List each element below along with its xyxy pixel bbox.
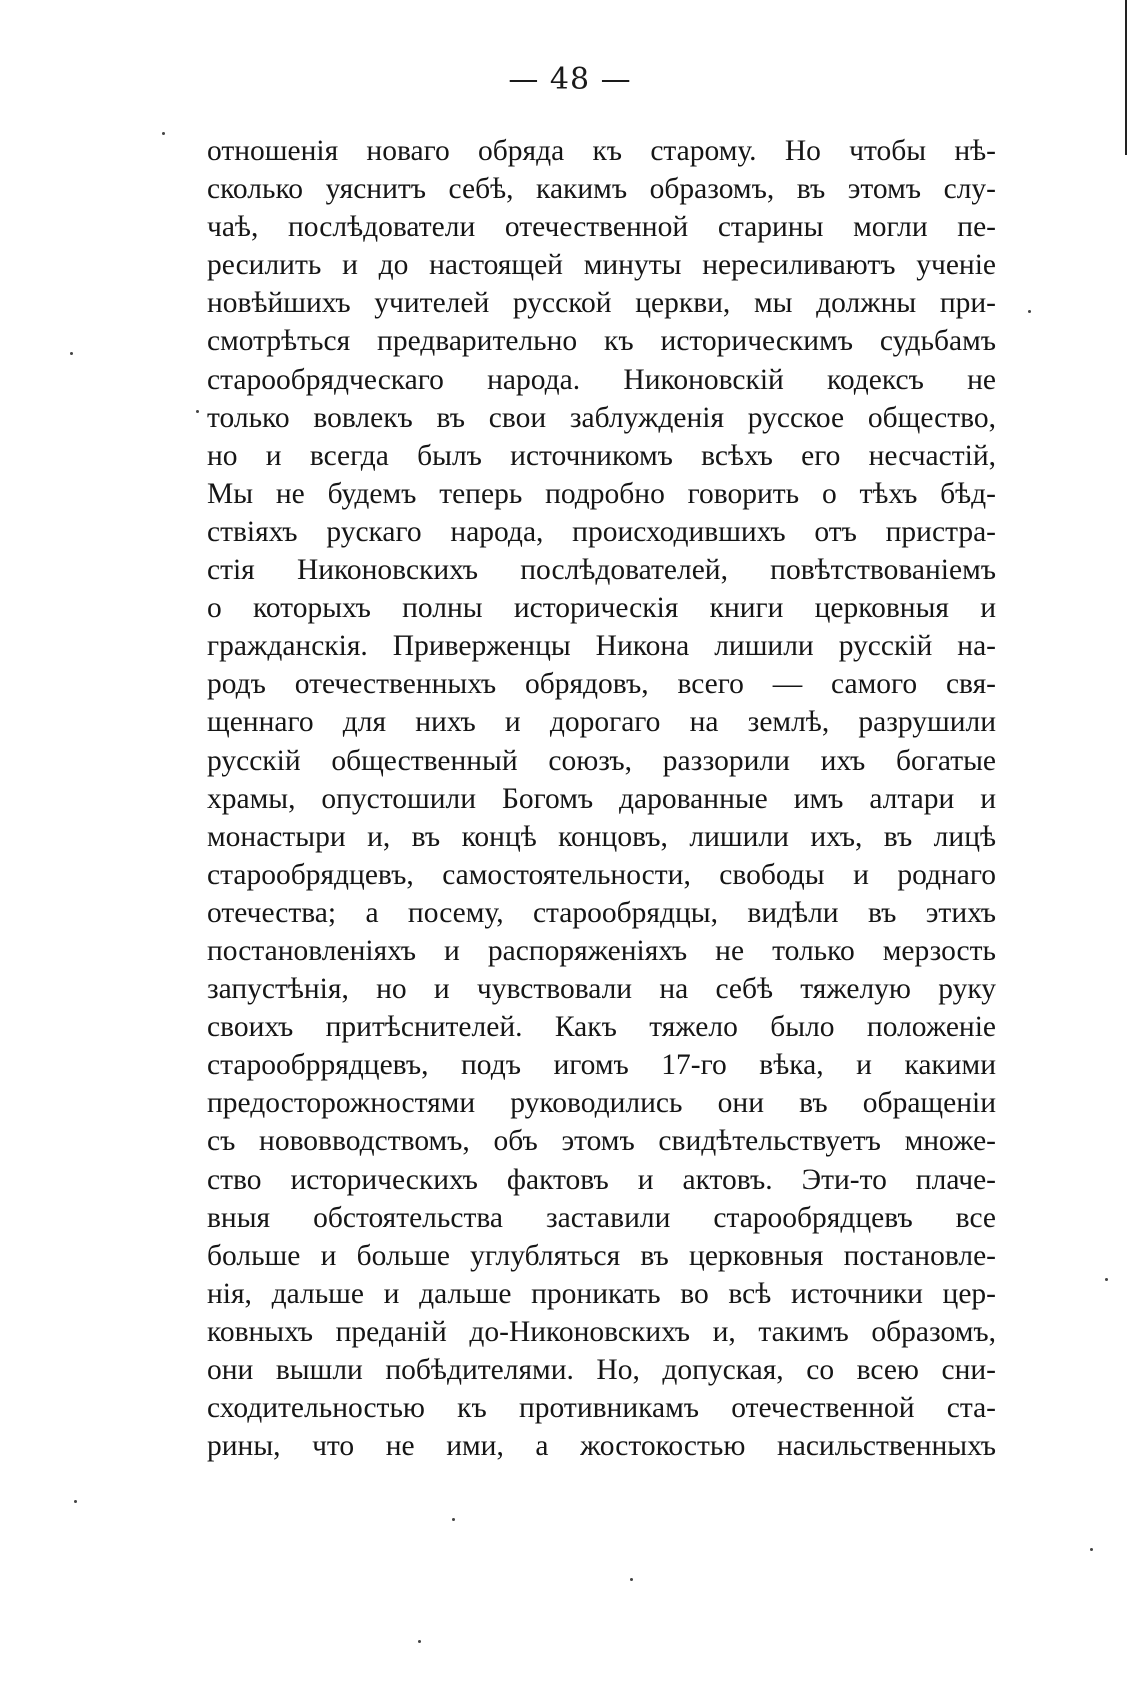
text-line: гражданскія. Приверженцы Никона лишили русскій на- bbox=[207, 630, 996, 663]
text-line: вныя обстоятельства заставили старообрядцевъ все bbox=[207, 1201, 996, 1234]
paper-speck bbox=[74, 1500, 77, 1503]
text-line: своихъ притѣснителей. Какъ тяжело было положеніе bbox=[207, 1011, 996, 1044]
text-line: нія, дальше и дальше проникать во всѣ источники цер- bbox=[207, 1277, 996, 1310]
text-line: чаѣ, послѣдователи отечественной старины могли пе- bbox=[207, 211, 996, 244]
text-line: отечества; а посему, старообрядцы, видѣли въ этихъ bbox=[207, 896, 996, 929]
text-line: ствіяхъ рускаго народа, происходившихъ отъ пристра- bbox=[207, 515, 996, 548]
text-line: ресилить и до настоящей минуты нересиливаютъ ученіе bbox=[207, 249, 996, 282]
text-line: о которыхъ полны историческія книги церковныя и bbox=[207, 592, 996, 625]
text-line: отношенія новаго обряда къ старому. Но чтобы нѣ- bbox=[207, 135, 996, 167]
page-number-header: — 48 — bbox=[508, 62, 632, 97]
text-line: смотрѣться предварительно къ историческимъ судьбамъ bbox=[207, 325, 996, 358]
text-line: щеннаго для нихъ и дорогаго на землѣ, разрушили bbox=[207, 706, 996, 739]
text-line: старообрядцевъ, самостоятельности, свободы и роднаго bbox=[207, 858, 996, 891]
text-line: монастыри и, въ концѣ концовъ, лишили ихъ, въ лицѣ bbox=[207, 820, 996, 853]
paper-speck bbox=[630, 1578, 633, 1581]
text-line: рины, что не ими, а жостокостью насильственныхъ bbox=[207, 1430, 996, 1463]
paper-speck bbox=[196, 410, 199, 413]
paper-speck bbox=[1028, 310, 1031, 313]
paper-speck bbox=[452, 1518, 455, 1521]
paper-speck bbox=[1090, 1548, 1093, 1551]
paper-speck bbox=[1105, 1278, 1108, 1281]
text-line: предосторожностями руководились они въ обращеніи bbox=[207, 1087, 996, 1120]
text-line: ство историческихъ фактовъ и актовъ. Эти-то плаче- bbox=[207, 1163, 996, 1196]
text-line: стія Никоновскихъ послѣдователей, повѣтствованіемъ bbox=[207, 554, 996, 587]
body-text bbox=[207, 132, 996, 1465]
text-line: запустѣнія, но и чувствовали на себѣ тяжелую руку bbox=[207, 973, 996, 1006]
text-line: только вовлекъ въ свои заблужденія русское общество, bbox=[207, 401, 996, 434]
text-line: ковныхъ преданій до-Никоновскихъ и, такимъ образомъ, bbox=[207, 1315, 996, 1348]
text-line: сходительностью къ противникамъ отечественной ста- bbox=[207, 1392, 996, 1425]
text-line: но и всегда былъ источникомъ всѣхъ его несчастій, bbox=[207, 439, 996, 472]
text-line: они вышли побѣдителями. Но, допуская, со всею сни- bbox=[207, 1354, 996, 1386]
text-line: старообррядцевъ, подъ игомъ 17-го вѣка, и какими bbox=[207, 1049, 996, 1082]
paper-speck bbox=[162, 132, 165, 135]
text-line: родъ отечественныхъ обрядовъ, всего — самого свя- bbox=[207, 668, 996, 701]
text-line: старообрядческаго народа. Никоновскій кодексъ не bbox=[207, 363, 996, 396]
text-line: Мы не будемъ теперь подробно говорить о тѣхъ бѣд- bbox=[207, 477, 996, 510]
text-line: новѣйшихъ учителей русской церкви, мы должны при- bbox=[207, 287, 996, 320]
text-line: русскій общественный союзъ, раззорили ихъ богатые bbox=[207, 744, 996, 777]
paper-speck bbox=[418, 1640, 421, 1643]
text-line: больше и больше углубляться въ церковныя постановле- bbox=[207, 1239, 996, 1272]
text-line: храмы, опустошили Богомъ дарованные имъ алтари и bbox=[207, 782, 996, 815]
text-line: постановленіяхъ и распоряженіяхъ не только мерзость bbox=[207, 934, 996, 967]
text-line: сколько уяснитъ себѣ, какимъ образомъ, въ этомъ слу- bbox=[207, 173, 996, 206]
text-line: съ нововводствомъ, объ этомъ свидѣтельствуетъ множе- bbox=[207, 1125, 996, 1158]
paper-speck bbox=[70, 352, 73, 355]
